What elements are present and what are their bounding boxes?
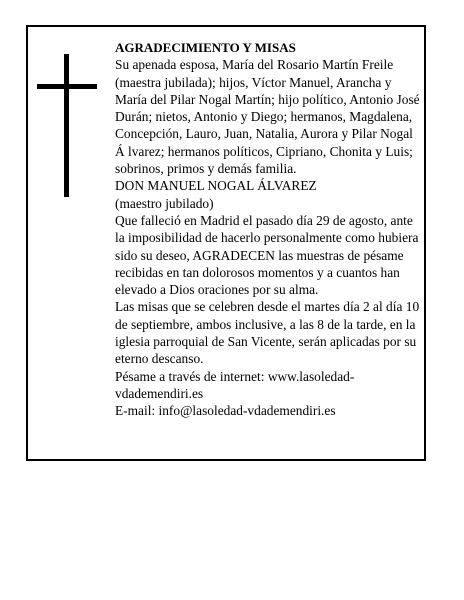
email-line: E-mail: info@lasoledad-vdademendiri.es bbox=[115, 403, 336, 419]
family-paragraph: Su apenada esposa, María del Rosario Martín Freile (maestra jubilada); hijos, Víctor Manuel, Arancha y María del Pilar Nogal Martín; hijo político, Antonio José Durán; nietos, Antonio y Diego; hermanos, Magdalena, Concepción, Lauro, Juan, Natalia, Aurora y Pilar Nogal Á lvarez; hermanos políticos, Cipriano, Chonita y Luis; sobrinos, primos y demás familia. bbox=[115, 57, 420, 177]
deceased-name: DON MANUEL NOGAL ÁLVAREZ bbox=[115, 178, 317, 194]
notice-title: AGRADECIMIENTO Y MISAS bbox=[115, 40, 296, 55]
cross-vertical-bar bbox=[64, 54, 69, 197]
notice-text bbox=[115, 39, 423, 420]
thanks-paragraph: Que falleció en Madrid el pasado día 29 de agosto, ante la imposibilidad de hacerlo personalmente como hubiera sido su deseo, AGRADECEN las muestras de pésame recibidas en tan dolorosos momentos y a cuantos han elevado a Dios oraciones por su alma. bbox=[115, 212, 419, 298]
cross-icon bbox=[37, 54, 97, 197]
mass-paragraph: Las misas que se celebren desde el martes día 2 al día 10 de septiembre, ambos inclusive, a las 8 de la tarde, en la iglesia parroquial de San Vicente, serán aplicadas por su eterno descanso. bbox=[115, 299, 420, 367]
cross-horizontal-bar bbox=[37, 84, 97, 89]
condolences-line: Pésame a través de internet: www.lasoledad-vdademendiri.es bbox=[115, 368, 355, 401]
deceased-role: (maestro jubilado) bbox=[115, 195, 214, 211]
